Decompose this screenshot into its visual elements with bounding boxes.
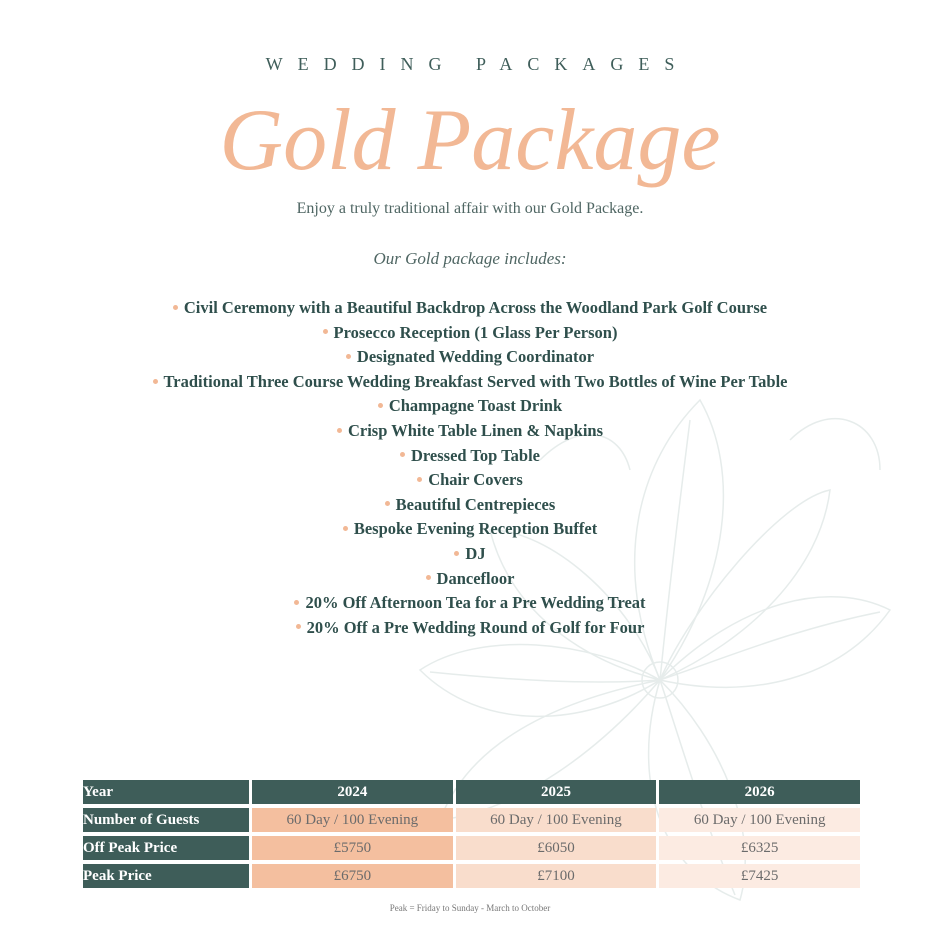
year-2024-header: 2024 [252, 780, 453, 804]
page-title: Gold Package [219, 92, 721, 189]
list-item: 20% Off Afternoon Tea for a Pre Wedding Treat [0, 591, 940, 616]
row-label-off-peak: Off Peak Price [83, 836, 249, 860]
list-item: Chair Covers [0, 468, 940, 493]
table-cell: £6325 [659, 836, 860, 860]
year-2026-header: 2026 [659, 780, 860, 804]
list-item: 20% Off a Pre Wedding Round of Golf for Four [0, 616, 940, 641]
feature-list [0, 296, 940, 640]
pricing-table [80, 776, 863, 892]
year-header: Year [83, 780, 249, 804]
bullet-icon [400, 452, 405, 457]
list-item: DJ [0, 542, 940, 567]
table-header-row [83, 780, 860, 804]
bullet-icon [378, 403, 383, 408]
bullet-icon [426, 575, 431, 580]
bullet-icon [454, 551, 459, 556]
table-cell: 60 Day / 100 Evening [659, 808, 860, 832]
list-item: Civil Ceremony with a Beautiful Backdrop Across the Woodland Park Golf Course [0, 296, 940, 321]
footnote: Peak = Friday to Sunday - March to October [389, 903, 551, 913]
table-cell: 60 Day / 100 Evening [252, 808, 453, 832]
bullet-icon [385, 501, 390, 506]
list-item: Designated Wedding Coordinator [0, 345, 940, 370]
table-cell: £6050 [456, 836, 657, 860]
list-item: Dressed Top Table [0, 444, 940, 469]
list-item: Beautiful Centrepieces [0, 493, 940, 518]
bullet-icon [323, 329, 328, 334]
bullet-icon [296, 624, 301, 629]
table-row [83, 808, 860, 832]
bullet-icon [337, 428, 342, 433]
year-2025-header: 2025 [456, 780, 657, 804]
bullet-icon [417, 477, 422, 482]
bullet-icon [173, 305, 178, 310]
bullet-icon [294, 600, 299, 605]
table-cell: £7425 [659, 864, 860, 888]
includes-label: Our Gold package includes: [373, 249, 567, 268]
list-item: Traditional Three Course Wedding Breakfast Served with Two Bottles of Wine Per Table [0, 370, 940, 395]
table-cell: £6750 [252, 864, 453, 888]
list-item: Crisp White Table Linen & Napkins [0, 419, 940, 444]
row-label-peak: Peak Price [83, 864, 249, 888]
bullet-icon [343, 526, 348, 531]
bullet-icon [153, 379, 158, 384]
table-cell: £7100 [456, 864, 657, 888]
table-cell: 60 Day / 100 Evening [456, 808, 657, 832]
list-item: Bespoke Evening Reception Buffet [0, 517, 940, 542]
list-item: Dancefloor [0, 567, 940, 592]
table-row [83, 864, 860, 888]
list-item: Champagne Toast Drink [0, 394, 940, 419]
table-row [83, 836, 860, 860]
list-item: Prosecco Reception (1 Glass Per Person) [0, 321, 940, 346]
bullet-icon [346, 354, 351, 359]
subtitle: Enjoy a truly traditional affair with our Gold Package. [296, 200, 644, 217]
kicker-heading: WEDDING PACKAGES [265, 54, 690, 74]
table-cell: £5750 [252, 836, 453, 860]
row-label-guests: Number of Guests [83, 808, 249, 832]
